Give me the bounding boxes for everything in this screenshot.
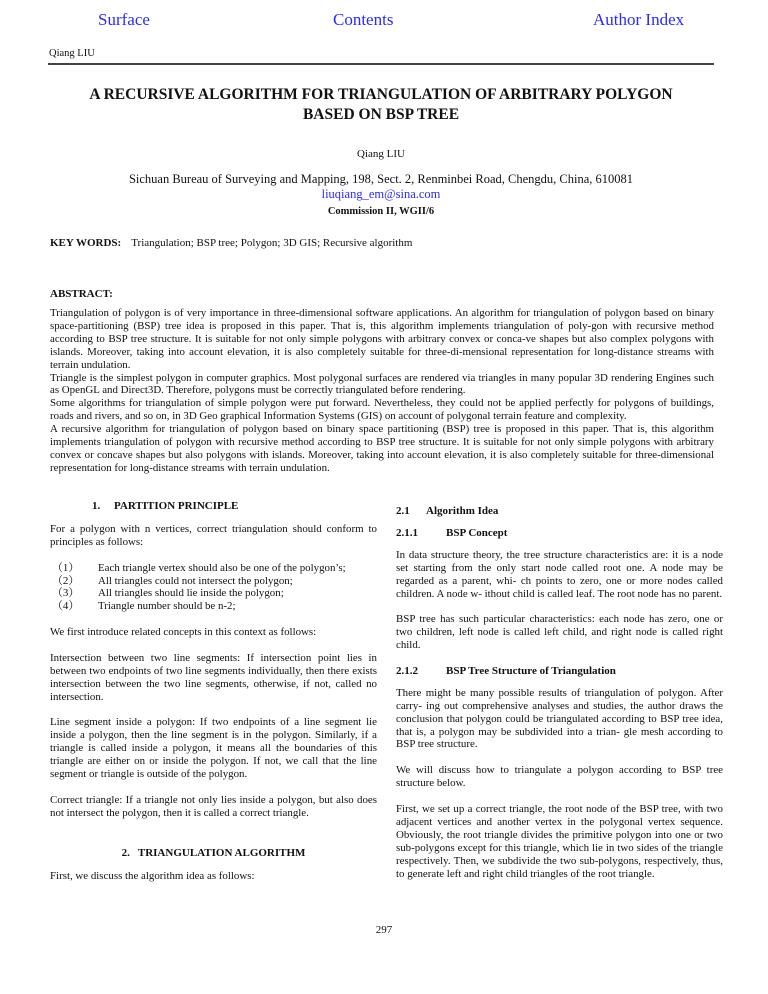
commission: Commission II, WGII/6 bbox=[327, 206, 435, 217]
principle-item bbox=[50, 587, 377, 600]
principle-text: All triangles could not intersect the polygon; bbox=[98, 574, 293, 587]
abstract-paragraph: Some algorithms for triangulation of simple polygon were put forward. Nevertheless, they could not be applied perfectly for polygons of buildings, roads and rivers, and so on, in 3D Geo graphical Information Systems (GIS) on account of polygonal terrain feature and complexity. bbox=[50, 397, 714, 423]
structure-paragraph: First, we set up a correct triangle, the root node of the BSP tree, with two adjacent vertices and another vertex in the polygonal vertex sequence. Obviously, the root triangle divides the primitive polygon into one or two sub-polygons except for this triangle, which lie in two sides of the triangle respectively. Then, we subdivide the two sub-polygons, respectively, thus, to generate left and right child triangles of the root triangle. bbox=[396, 802, 723, 880]
principle-number: （4） bbox=[52, 600, 80, 613]
paper-title bbox=[48, 85, 714, 125]
definition-inside: Line segment inside a polygon: If two endpoints of a line segment lie inside a polygon, then the line segment is in the polygon. Similarly, if a triangle is called inside a polygon, it means all the boundaries of this triangle are either on or inside the polygon. If not, we call that the line segment or triangle is outside of the polygon. bbox=[50, 716, 377, 781]
principle-item bbox=[50, 575, 377, 588]
principle-number: （2） bbox=[52, 574, 80, 587]
abstract-paragraph: A recursive algorithm for triangulation of polygon based on binary space partitioning (BSP) tree is proposed in this paper. That is, this algorithm implements triangulation of polygon with recursive method according to BSP tree structure. It is suitable for not only simple polygons with arbitrary convex or concave shapes but also polygons with islands. Moreover, taking into account elevation, it is also completely suitable for three-dimensional representation for long-distance streams with terrain undulation. bbox=[50, 423, 714, 474]
keywords bbox=[50, 237, 412, 249]
section-2-intro: First, we discuss the algorithm idea as follows: bbox=[50, 869, 255, 882]
affiliation-address: Sichuan Bureau of Surveying and Mapping, 198, Sect. 2, Renminbei Road, Chengdu, China, 610081 bbox=[128, 172, 634, 186]
section-1-heading: 1. PARTITION PRINCIPLE bbox=[92, 500, 239, 512]
running-head: Qiang LIU bbox=[49, 48, 95, 59]
principle-number: （1） bbox=[52, 561, 80, 574]
principle-text: All triangles should lie inside the polygon; bbox=[98, 587, 284, 600]
keywords-value: Triangulation; BSP tree; Polygon; 3D GIS; Recursive algorithm bbox=[131, 237, 413, 249]
contents-link[interactable]: Contents bbox=[333, 10, 394, 29]
principle-item bbox=[50, 562, 377, 575]
paper-title-line-1: A RECURSIVE ALGORITHM FOR TRIANGULATION OF ARBITRARY POLYGON bbox=[89, 86, 673, 103]
abstract-paragraph: Triangulation of polygon is of very importance in three-dimensional software applications. An algorithm for triangulation of polygon based on binary space-partitioning (BSP) tree idea is proposed in this paper. That is, this algorithm implements triangulation of poly-gon with recursive method according to BSP tree structure. It is suitable for not only simple polygons with arbitrary convex or conca-ve shapes but also complex polygons with islands. Moreover, taking into account elevation, it is also completely suitable for three-di-mensional representation for long-distance streams with terrain undulation. bbox=[50, 307, 714, 371]
structure-paragraph: There might be many possible results of triangulation of polygon. After carry- ing out comprehensive analyses and studies, the author draws the conclusion that polygon could be triangulated according to BSP tree idea, that is, a polygon may be subdivided into a trian- gle mesh according to BSP tree structure. bbox=[396, 686, 723, 751]
principle-number: （3） bbox=[52, 587, 80, 600]
definition-correct-triangle: Correct triangle: If a triangle not only lies inside a polygon, but also does not intersect the polygon, then it is called a correct triangle. bbox=[50, 793, 377, 819]
definition-intersection: Intersection between two line segments: If intersection point lies in between two endpoints of two line segments individually, then there exists intersection between the two line segments, otherwise, if not, called no intersection. bbox=[50, 651, 377, 703]
author-email-link[interactable]: liuqiang_em@sina.com bbox=[321, 187, 441, 201]
principle-item bbox=[50, 600, 377, 613]
paper-author: Qiang LIU bbox=[357, 148, 405, 160]
structure-paragraph: We will discuss how to triangulate a polygon according to BSP tree structure below. bbox=[396, 764, 723, 790]
abstract-heading: ABSTRACT: bbox=[50, 288, 113, 300]
abstract-body bbox=[50, 307, 714, 475]
subsection-2-1-heading: 2.1 Algorithm Idea bbox=[396, 505, 499, 517]
author-index-link[interactable]: Author Index bbox=[593, 10, 685, 29]
keywords-label: KEY WORDS: bbox=[50, 237, 122, 249]
principles-list bbox=[50, 562, 377, 614]
section-2-heading: 2. TRIANGULATION ALGORITHM bbox=[121, 846, 306, 859]
header-rule bbox=[48, 63, 714, 65]
concepts-intro: We first introduce related concepts in this context as follows: bbox=[50, 626, 317, 639]
principle-text: Each triangle vertex should also be one of the polygon’s; bbox=[98, 561, 346, 574]
left-column bbox=[50, 500, 377, 895]
subsection-2-1-2-heading: 2.1.2 BSP Tree Structure of Triangulation bbox=[396, 664, 616, 677]
bsp-tree-paragraph: BSP tree has such particular characteristics: each node has zero, one or two children, left node is called left child, and right node is called right child. bbox=[396, 613, 723, 652]
abstract-paragraph: Triangle is the simplest polygon in computer graphics. Most polygonal surfaces are rendered via triangles in many popular 3D rendering Engines such as OpenGL and Direct3D. Therefore, polygons must be correctly triangulated before rendering. bbox=[50, 371, 714, 397]
principles-intro: For a polygon with n vertices, correct triangulation should conform to principles as follows: bbox=[50, 522, 377, 548]
principle-text: Triangle number should be n-2; bbox=[98, 600, 236, 613]
subsection-2-1-1-heading: 2.1.1 BSP Concept bbox=[396, 526, 508, 539]
bsp-concept-paragraph: In data structure theory, the tree structure characteristics are: it is a node set starting from the only start node called root one. A node may be regarded as a parent, whi- ch points to zero, one or more nodes called children. A node w- ithout child is called leaf. The root node has no parent. bbox=[396, 548, 723, 600]
surface-link[interactable]: Surface bbox=[98, 10, 150, 29]
author-affiliation bbox=[48, 172, 714, 202]
page-number: 297 bbox=[375, 924, 393, 936]
right-column bbox=[396, 505, 723, 893]
top-navigation bbox=[0, 10, 768, 34]
paper-title-line-2: BASED ON BSP TREE bbox=[302, 106, 460, 123]
